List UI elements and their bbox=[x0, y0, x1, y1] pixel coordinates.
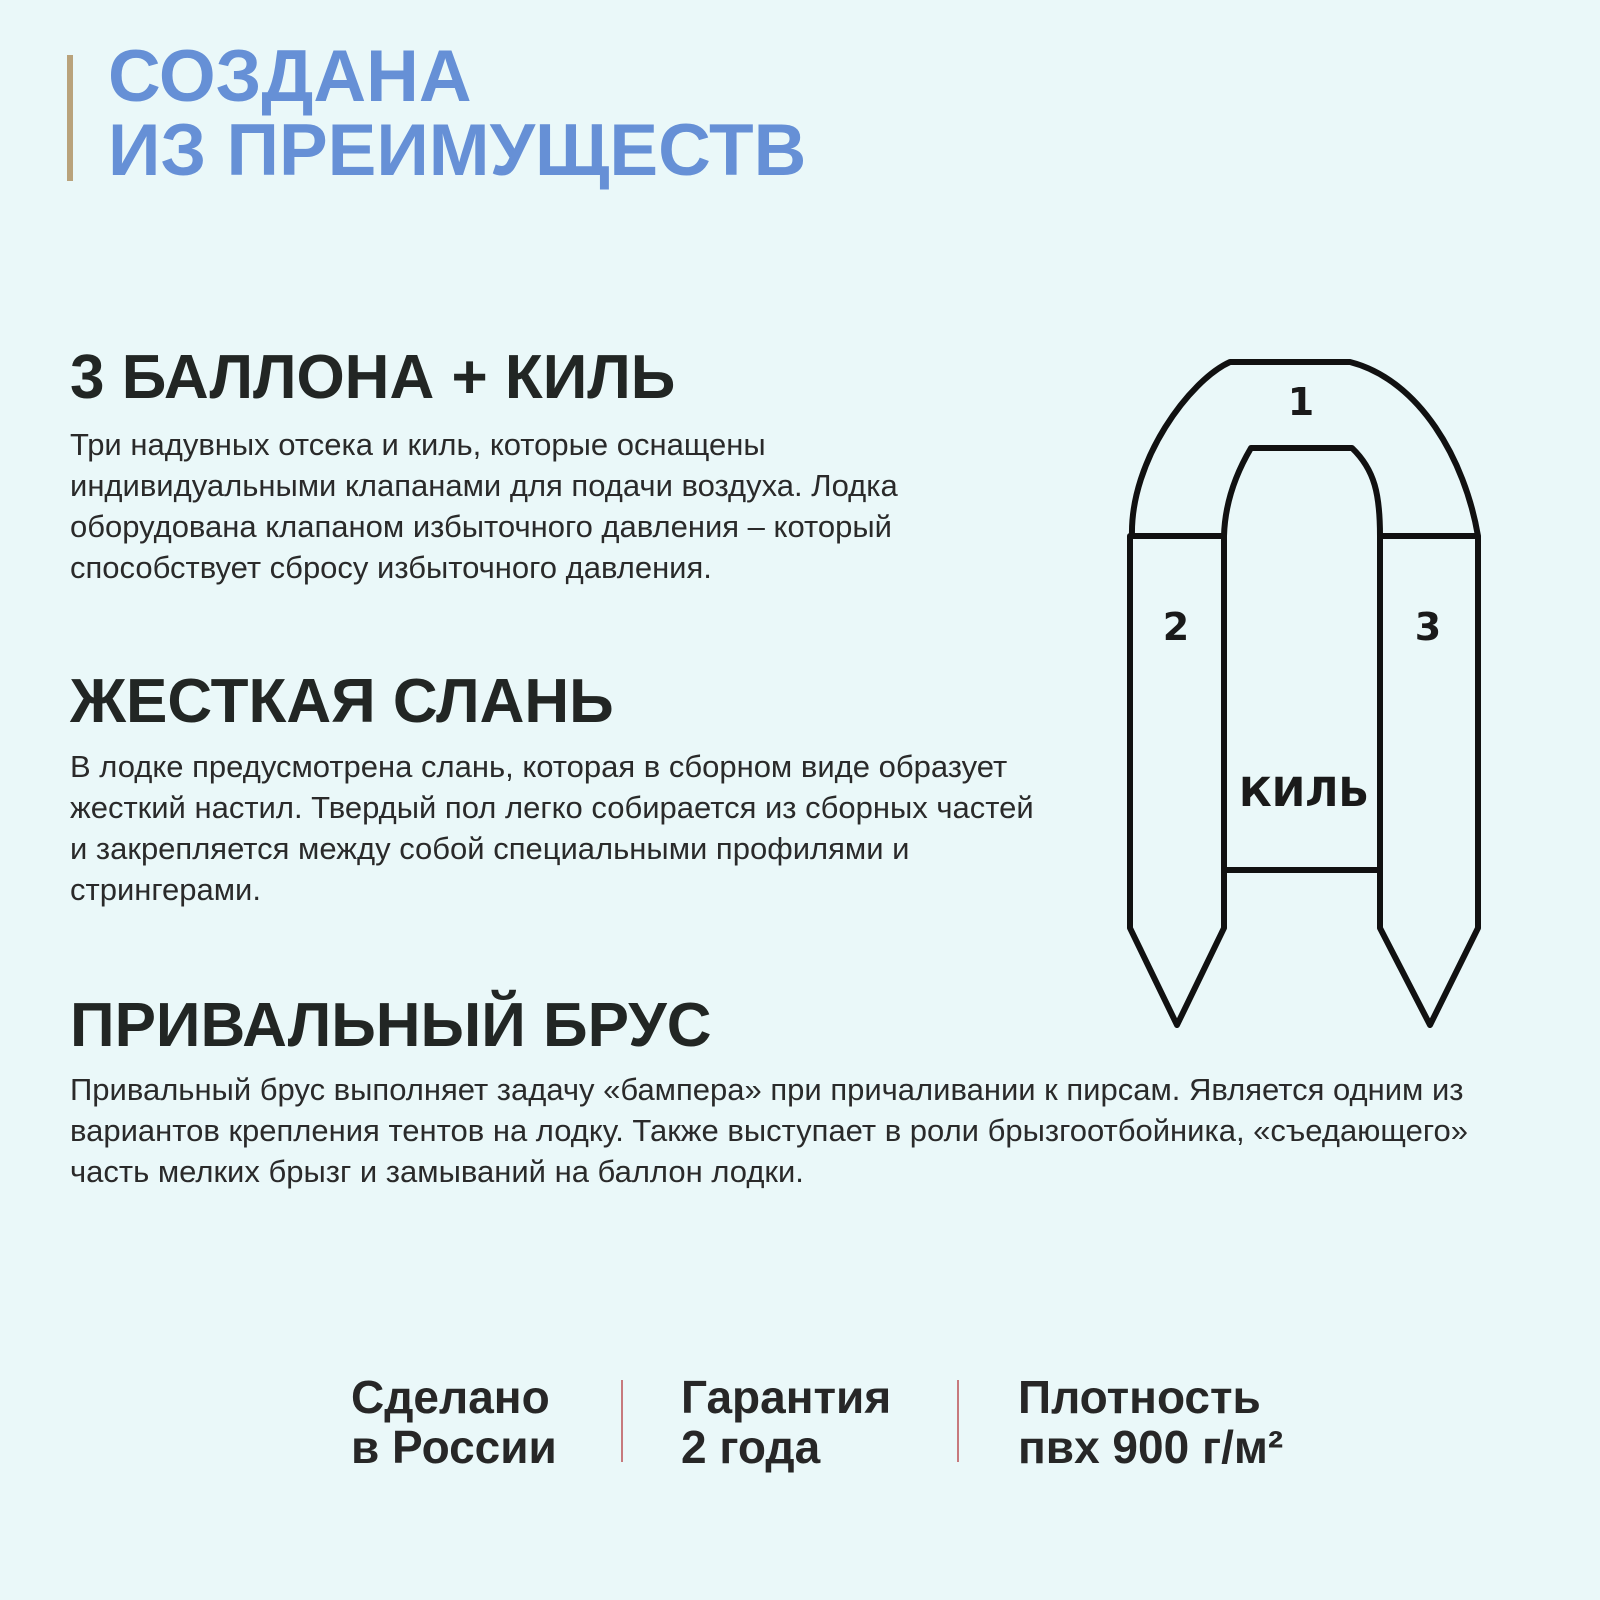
footer-divider-2 bbox=[957, 1380, 959, 1462]
page-title-line-2: ИЗ ПРЕИМУЩЕСТВ bbox=[108, 110, 807, 191]
boat-outline bbox=[1130, 362, 1478, 1025]
section-heading-chambers: 3 БАЛЛОНА + КИЛЬ bbox=[70, 343, 676, 412]
chamber-label-2: 2 bbox=[1162, 605, 1190, 649]
footer-density-line-1: Плотность bbox=[1018, 1371, 1261, 1423]
section-heading-rubbing-strake: ПРИВАЛЬНЫЙ БРУС bbox=[70, 991, 712, 1060]
section-heading-floor: ЖЕСТКАЯ СЛАНЬ bbox=[70, 667, 614, 736]
page-title-line-1: СОЗДАНА bbox=[108, 36, 472, 117]
footer-density bbox=[1018, 1372, 1283, 1472]
footer-divider-1 bbox=[621, 1380, 623, 1462]
title-accent-bar bbox=[67, 55, 73, 181]
page-title bbox=[108, 36, 807, 191]
footer-made-line-2: в России bbox=[351, 1421, 557, 1473]
section-text-rubbing-strake: Привальный брус выполняет задачу «бампера» при причаливании к пирсам. Является одним из вариантов крепления тентов на лодку. Также выступает в роли брызгоотбойника, «съедающего» часть мелких брызг и замываний на баллон лодки. bbox=[70, 1072, 1468, 1189]
footer-warranty-line-2: 2 года bbox=[681, 1421, 821, 1473]
footer-made-in-russia bbox=[351, 1372, 557, 1472]
chamber-label-3: 3 bbox=[1414, 605, 1442, 649]
footer-made-line-1: Сделано bbox=[351, 1371, 550, 1423]
section-text-floor: В лодке предусмотрена слань, которая в сборном виде образует жесткий настил. Твердый пол легко собирается из сборных частей и закрепляется между собой специальными профилями и стрингерами. bbox=[70, 749, 1034, 907]
chamber-label-1: 1 bbox=[1287, 380, 1315, 424]
keel-label: КИЛЬ bbox=[1239, 770, 1369, 816]
footer-warranty bbox=[681, 1372, 891, 1472]
footer-warranty-line-1: Гарантия bbox=[681, 1371, 892, 1423]
boat-diagram bbox=[1120, 350, 1520, 1030]
section-text-chambers: Три надувных отсека и киль, которые оснащены индивидуальными клапанами для подачи воздуха. Лодка оборудована клапаном избыточного давления – который способствует сбросу избыточного давления. bbox=[70, 427, 898, 585]
footer-density-line-2: пвх 900 г/м² bbox=[1018, 1421, 1284, 1473]
